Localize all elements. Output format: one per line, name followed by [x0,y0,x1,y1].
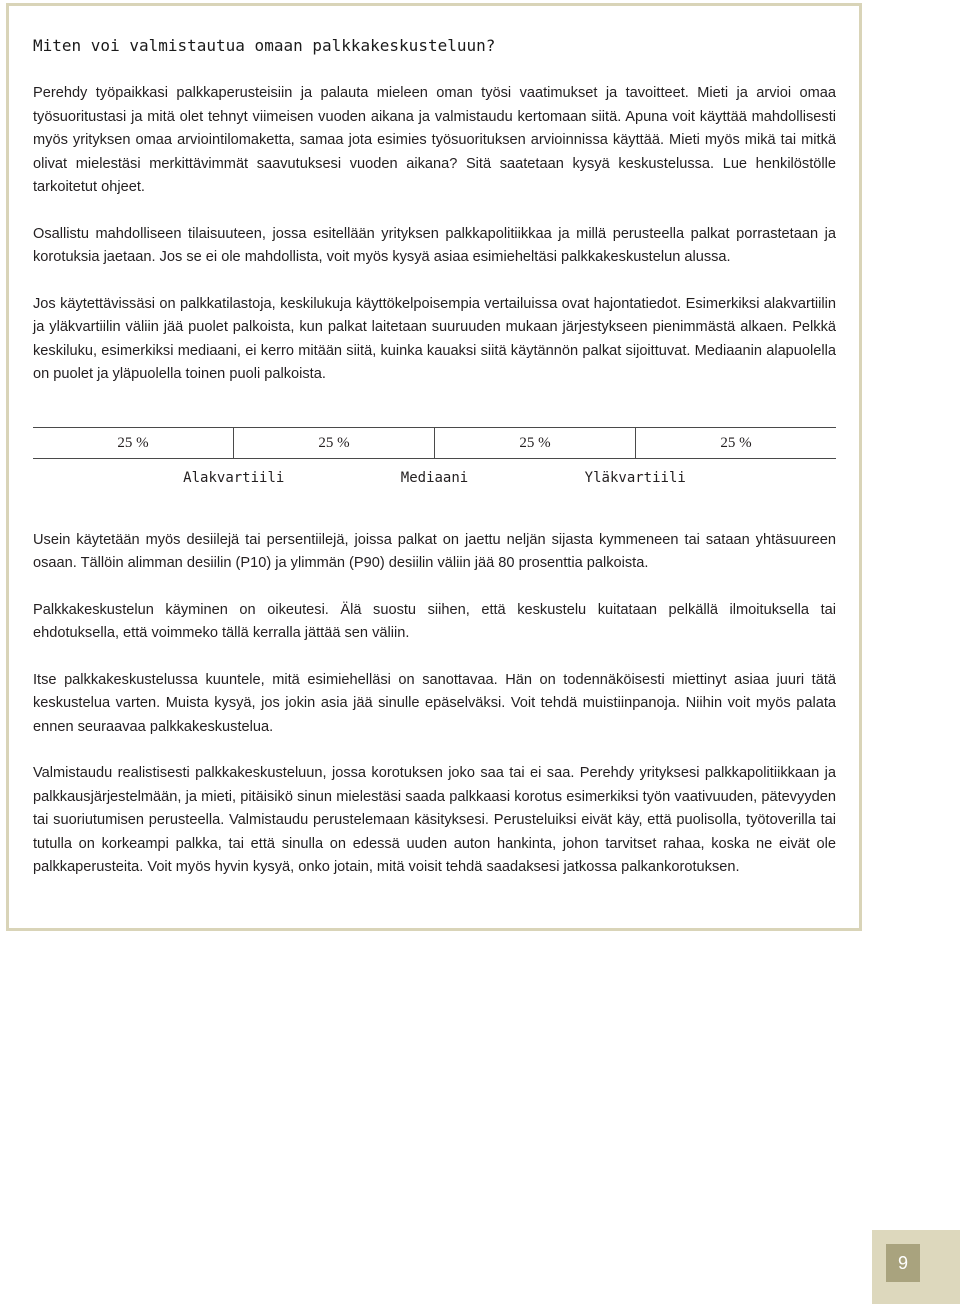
article-body [33,82,836,903]
paragraph: Usein käytetään myös desiilejä tai persentiilejä, joissa palkat on jaettu neljän sijasta kymmeneen tai sataan yhtäsuureen osaan. Tällöin alimman desiilin (P10) ja ylimmän (P90) desiilin väliin jää 80 prosenttia palkoista. [33,531,836,571]
upper-quartile-label: Yläkvartiili [584,469,686,486]
paragraph: Jos käytettävissäsi on palkkatilastoja, keskilukuja käyttökelpoisempia vertailuissa ovat hajontatiedot. Esimerkiksi alakvartiilin ja yläkvartiilin väliin jää puolet palkoista, kun palkat laitetaan suuruuden mukaan järjestykseen pienimmästä alkaen. Pelkkä keskiluku, esimerkiksi mediaani, ei kerro mitään siitä, kuinka kauaksi siitä käytännön palkat sijoittuvat. Mediaanin alapuolella on puolet ja yläpuolella toinen puoli palkoista. [33,295,836,382]
quartile-figure [33,427,836,495]
paragraph: Osallistu mahdolliseen tilaisuuteen, jossa esitellään yrityksen palkkapolitiikkaa ja millä perusteella palkat porrastetaan ja korotuksia jaetaan. Jos se ei ole mahdollista, voit myös kysyä asiaa esimieheltäsi palkkakeskustelun alussa. [33,225,836,265]
paragraph: Perehdy työpaikkasi palkkaperusteisiin ja palauta mieleen oman työsi vaatimukset ja tavoitteet. Mieti ja arvioi omaa työsuoritustasi ja mitä olet tehnyt viimeisen vuoden aikana ja valmistaudu kertomaan siitä. Apuna voit käyttää mahdollisesti myös yrityksen omaa arviointilomaketta, samaa jota esimies työsuorituksen arvioinnissa käyttää. Mieti myös mikä tai mitkä olivat mielestäsi merkittävimmät saavutuksesi vuoden aikana? Sitä saatetaan kysyä keskustelussa. Lue henkilöstölle tarkoitetut ohjeet. [33,85,836,195]
paragraph: Palkkakeskustelun käyminen on oikeutesi. Älä suostu siihen, että keskustelu kuitataan pelkällä ilmoituksella tai ehdotuksella, että voimmeko tällä kerralla jättää sen väliin. [33,601,836,641]
lower-quartile-label: Alakvartiili [183,469,285,486]
page-title: Miten voi valmistautua omaan palkkakeskusteluun? [33,36,496,55]
quartile-segment: 25 % [434,428,635,458]
page-number: 9 [886,1244,920,1282]
quartile-segment: 25 % [233,428,434,458]
quartile-segment: 25 % [635,428,836,458]
quartile-segment: 25 % [117,434,149,451]
paragraph: Valmistaudu realistisesti palkkakeskusteluun, jossa korotuksen joko saa tai ei saa. Perehdy yrityksesi palkkapolitiikkaan ja palkkausjärjestelmään, ja mieti, pitäisikö sinun mielestäsi saada palkkaasi korotus esimerkiksi työn vaativuuden, pätevyyden tai suoriutumisen perusteella. Valmistaudu perustelemaan käsityksesi. Perusteluiksi eivät käy, että puolisolla, työtoverilla tai tutulla on korkeampi palkka, tai että sinulla on edessä uuden auton hankinta, johon tarvitset rahaa, koska ne eivät ole palkkaperusteita. Voit myös hyvin kysyä, onko jotain, mitä voisit tehdä saadaksesi jatkossa palkankorotuksen. [33,765,836,875]
quartile-bar [33,427,836,459]
paragraph: Itse palkkakeskustelussa kuuntele, mitä esimiehelläsi on sanottavaa. Hän on todennäköisesti miettinyt asiaa juuri tätä keskustelua varten. Muista kysyä, jos jokin asia jää sinulle epäselväksi. Voit tehdä muistiinpanoja. Niihin voit myös palata ennen seuraavaa palkkakeskustelua. [33,671,836,735]
median-label: Mediaani [400,469,469,486]
